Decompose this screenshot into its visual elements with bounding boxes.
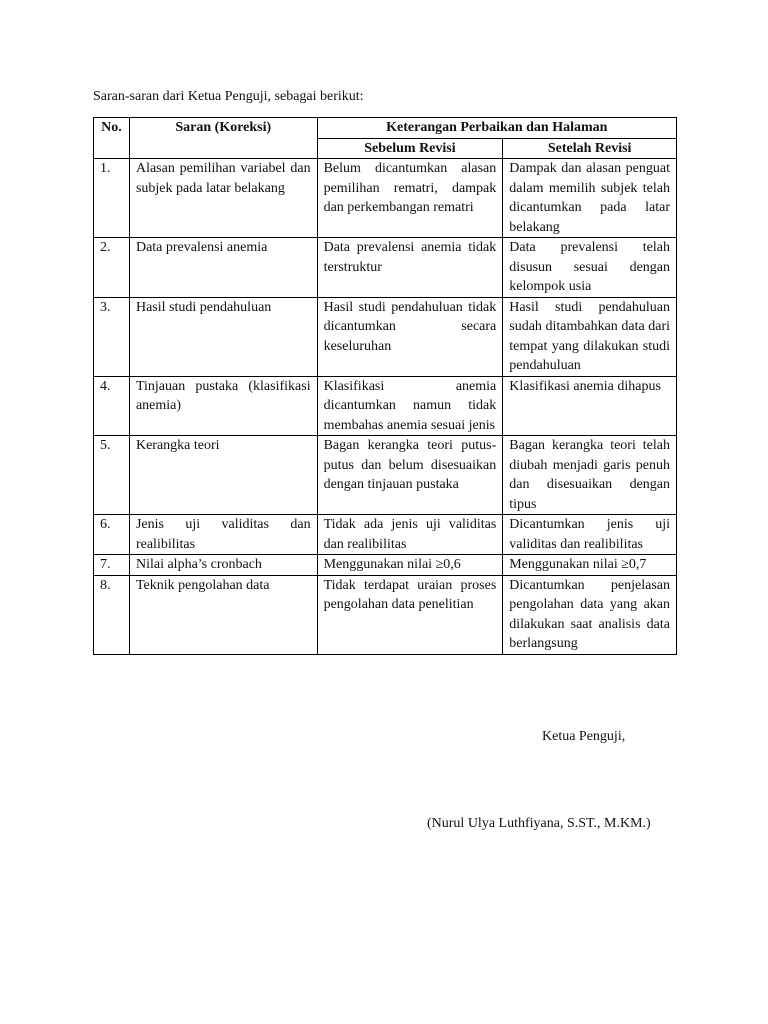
saran-cell: Tinjauan pustaka (klasifikasi anemia) xyxy=(129,376,317,436)
setelah-cell: Bagan kerangka teori telah diubah menjadi garis penuh dan disesuaikan dengan tipus xyxy=(503,436,677,515)
table-row xyxy=(94,376,677,436)
sebelum-cell: Bagan kerangka teori putus-putus dan belum disesuaikan dengan tinjauan pustaka xyxy=(317,436,503,515)
sebelum-cell: Tidak ada jenis uji validitas dan realibilitas xyxy=(317,515,503,555)
saran-cell: Jenis uji validitas dan realibilitas xyxy=(129,515,317,555)
row-number: 4. xyxy=(94,376,130,436)
header-keterangan: Keterangan Perbaikan dan Halaman xyxy=(317,118,676,139)
table-row xyxy=(94,238,677,298)
row-number: 2. xyxy=(94,238,130,298)
saran-cell: Alasan pemilihan variabel dan subjek pada latar belakang xyxy=(129,159,317,238)
row-number: 3. xyxy=(94,297,130,376)
setelah-cell: Menggunakan nilai ≥0,7 xyxy=(503,555,677,576)
table-row xyxy=(94,436,677,515)
row-number: 1. xyxy=(94,159,130,238)
row-number: 7. xyxy=(94,555,130,576)
signature-name: (Nurul Ulya Luthfiyana, S.ST., M.KM.) xyxy=(427,816,651,831)
intro-text: Saran-saran dari Ketua Penguji, sebagai berikut: xyxy=(93,89,364,104)
sebelum-cell: Hasil studi pendahuluan tidak dicantumkan secara keseluruhan xyxy=(317,297,503,376)
table-row xyxy=(94,515,677,555)
setelah-cell: Dicantumkan jenis uji validitas dan realibilitas xyxy=(503,515,677,555)
saran-cell: Kerangka teori xyxy=(129,436,317,515)
sebelum-cell: Belum dicantumkan alasan pemilihan rematri, dampak dan perkembangan rematri xyxy=(317,159,503,238)
saran-cell: Data prevalensi anemia xyxy=(129,238,317,298)
header-no: No. xyxy=(94,118,130,159)
sebelum-cell: Klasifikasi anemia dicantumkan namun tidak membahas anemia sesuai jenis xyxy=(317,376,503,436)
row-number: 5. xyxy=(94,436,130,515)
header-sebelum-revisi: Sebelum Revisi xyxy=(317,138,503,159)
setelah-cell: Dicantumkan penjelasan pengolahan data yang akan dilakukan saat analisis data berlangsung xyxy=(503,575,677,654)
setelah-cell: Hasil studi pendahuluan sudah ditambahkan data dari tempat yang dilakukan studi pendahuluan xyxy=(503,297,677,376)
saran-cell: Teknik pengolahan data xyxy=(129,575,317,654)
saran-cell: Hasil studi pendahuluan xyxy=(129,297,317,376)
setelah-cell: Data prevalensi telah disusun sesuai dengan kelompok usia xyxy=(503,238,677,298)
sebelum-cell: Menggunakan nilai ≥0,6 xyxy=(317,555,503,576)
row-number: 6. xyxy=(94,515,130,555)
sebelum-cell: Data prevalensi anemia tidak terstruktur xyxy=(317,238,503,298)
signature-role: Ketua Penguji, xyxy=(542,729,626,744)
header-setelah-revisi: Setelah Revisi xyxy=(503,138,677,159)
table-row xyxy=(94,575,677,654)
table-row xyxy=(94,555,677,576)
table-row xyxy=(94,297,677,376)
table-row xyxy=(94,159,677,238)
revision-table xyxy=(93,117,677,655)
sebelum-cell: Tidak terdapat uraian proses pengolahan data penelitian xyxy=(317,575,503,654)
setelah-cell: Klasifikasi anemia dihapus xyxy=(503,376,677,436)
setelah-cell: Dampak dan alasan penguat dalam memilih subjek telah dicantumkan pada latar belakang xyxy=(503,159,677,238)
saran-cell: Nilai alpha’s cronbach xyxy=(129,555,317,576)
row-number: 8. xyxy=(94,575,130,654)
header-saran: Saran (Koreksi) xyxy=(129,118,317,159)
